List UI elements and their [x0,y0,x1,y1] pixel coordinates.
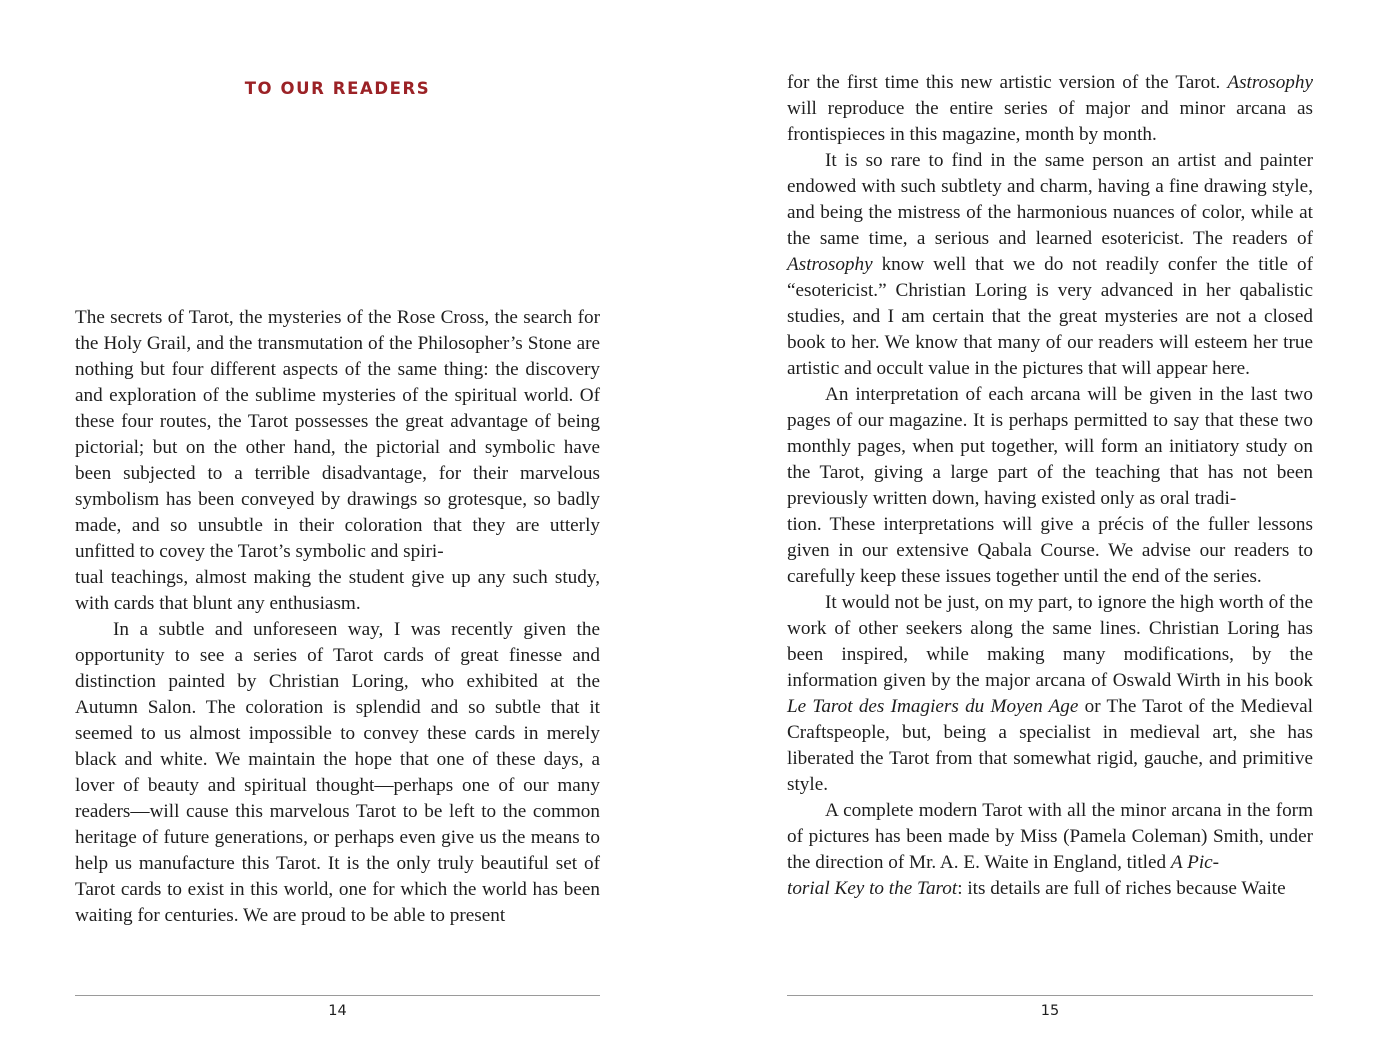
left-page-body [75,305,600,929]
page-number: 15 [1040,1003,1060,1019]
left-page [75,0,600,1050]
paragraph-other-seekers [787,590,1313,798]
text-run: or The Tarot of the Medieval Craftspeople, but, being a specialist in medieval art, she has liberated the Tarot from that somewhat rigid, gauche, and primitive style. [787,696,1313,795]
text-run: It is so rare to find in the same person an artist and painter endowed with such subtlety and charm, having a fine drawing style, and being the mistress of the harmonious nuances of color, while at the same time, a serious and learned esotericist. The readers of [787,150,1313,249]
paragraph-1-part-a: The secrets of Tarot, the mysteries of the Rose Cross, the search for the Holy Grail, and the transmutation of the Philosopher’s Stone are nothing but four different aspects of the same thing: the discovery and exploration of the sublime mysteries of the spiritual world. Of these four routes, the Tarot possesses the great advantage of being pictorial; but on the other hand, the pictorial and symbolic have been subjected to a terrible disadvantage, for their marvelous symbolism has been conveyed by drawings so grotesque, so badly made, and so unsubtle in their coloration that they are utterly unfitted to covey the Tarot’s symbolic and spiri- [75,307,600,562]
paragraph-artist [787,148,1313,382]
book-title: A Pic- [1170,852,1220,873]
paragraph-continued [787,70,1313,148]
magazine-title: Astrosophy [1227,72,1313,93]
paragraph-2: In a subtle and unforeseen way, I was recently given the opportunity to see a series of Tarot cards of great finesse and distinction painted by Christian Loring, who exhibited at the Autumn Salon. The coloration is splendid and so subtle that it seemed to us almost impossible to convey these cards in merely black and white. We maintain the hope that one of these days, a lover of beauty and spiritual thought—perhaps one of our many readers—will cause this marvelous Tarot to be left to the common heritage of future generations, or perhaps even give us the means to help us manufacture this Tarot. It is the only truly beautiful set of Tarot cards to exist in this world, one for which the world has been waiting for centuries. We are proud to be able to present [75,619,600,926]
book-title: Le Tarot des Imagiers du Moyen Age [787,696,1079,717]
footer-rule [75,995,600,996]
paragraph-modern-tarot [787,798,1313,902]
book-title: torial Key to the Tarot [787,878,958,899]
text-run: tion. These interpretations will give a précis of the fuller lessons given in our extensive Qabala Course. We advise our readers to carefully keep these issues together until the end of the series. [787,514,1313,587]
paragraph-interpretation [787,382,1313,590]
magazine-title: Astrosophy [787,254,873,275]
paragraph-1 [75,305,600,617]
text-run: know well that we do not readily confer the title of “esotericist.” Christian Loring is very advanced in her qabalistic studies, and I am certain that the great mysteries are not a closed book to her. We know that many of our readers will esteem her true artistic and occult value in the pictures that will appear here. [787,254,1313,379]
paragraph-1-part-b: tual teachings, almost making the student give up any such study, with cards that blunt any enthusiasm. [75,567,600,614]
right-page-body [787,70,1313,902]
text-run: for the first time this new artistic version of the Tarot. [787,72,1228,93]
text-run: It would not be just, on my part, to ignore the high worth of the work of other seekers along the same lines. Christian Loring has been inspired, while making many modifications, by the information given by the major arcana of Oswald Wirth in his book [787,592,1313,691]
text-run: An interpretation of each arcana will be given in the last two pages of our magazine. It is perhaps permitted to say that these two monthly pages, when put together, will form an initiatory study on the Tarot, giving a large part of the teaching that has not been previously written down, having existed only as oral tradi- [787,384,1313,509]
right-page [787,0,1313,1050]
chapter-heading: TO OUR READERS [244,79,431,98]
text-run: A complete modern Tarot with all the minor arcana in the form of pictures has been made by Miss (Pamela Coleman) Smith, under the direction of Mr. A. E. Waite in England, titled [787,800,1313,873]
footer-rule [787,995,1313,996]
text-run: : its details are full of riches because Waite [957,878,1286,899]
text-run: will reproduce the entire series of major and minor arcana as frontispieces in this magazine, month by month. [787,98,1313,145]
page-number: 14 [328,1003,347,1019]
